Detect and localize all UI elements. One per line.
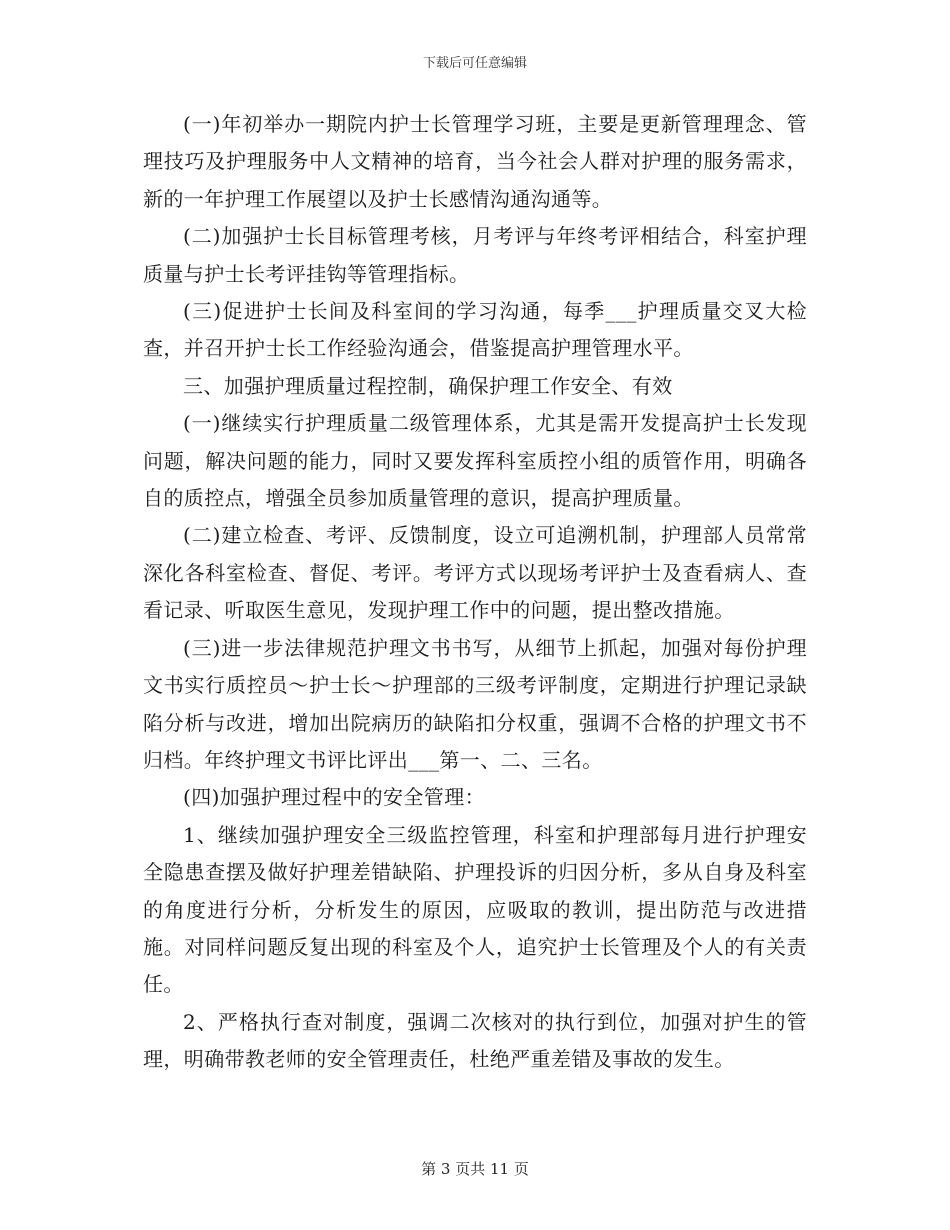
paragraph-6: (二)建立检查、考评、反馈制度，设立可追溯机制，护理部人员常常深化各科室检查、督促、考评。考评方式以现场考评护士及查看病人、查看记录、听取医生意见，发现护理工作中的问题，提出整改措施。 (143, 523, 807, 623)
page-footer: 第 3 页共 11 页 (421, 1160, 529, 1178)
paragraph-8: (四)加强护理过程中的安全管理： (183, 785, 486, 810)
paragraph-2: (二)加强护士长目标管理考核，月考评与年终考评相结合，科室护理质量与护士长考评挂钩等管理指标。 (143, 224, 807, 286)
section-heading: 三、加强护理质量过程控制，确保护理工作安全、有效 (183, 373, 673, 398)
document-body (143, 106, 807, 1079)
paragraph-10: 2、严格执行查对制度，强调二次核对的执行到位，加强对护生的管理，明确带教老师的安全管理责任，杜绝严重差错及事故的发生。 (143, 1009, 807, 1072)
paragraph-5: (一)继续实行护理质量二级管理体系，尤其是需开发提高护士长发现问题，解决问题的能力，同时又要发挥科室质控小组的质管作用，明确各自的质控点，增强全员参加质量管理的意识，提高护理质量。 (143, 411, 807, 511)
paragraph-9: 1、继续加强护理安全三级监控管理，科室和护理部每月进行护理安全隐患查摆及做好护理差错缺陷、护理投诉的归因分析，多从自身及科室的角度进行分析，分析发生的原因，应吸取的教训，提出防范与改进措施。对同样问题反复出现的科室及个人，追究护士长管理及个人的有关责任。 (143, 822, 807, 997)
page-header: 下载后可任意编辑 (422, 56, 527, 71)
paragraph-3: (三)促进护士长间及科室间的学习沟通，每季___护理质量交叉大检查，并召开护士长工作经验沟通会，借鉴提高护理管理水平。 (143, 299, 807, 361)
paragraph-1: (一)年初举办一期院内护士长管理学习班，主要是更新管理理念、管理技巧及护理服务中人文精神的培育，当今社会人群对护理的服务需求，新的一年护理工作展望以及护士长感情沟通沟通等。 (143, 112, 807, 211)
paragraph-7: (三)进一步法律规范护理文书书写，从细节上抓起，加强对每份护理文书实行质控员～护士长～护理部的三级考评制度，定期进行护理记录缺陷分析与改进，增加出院病历的缺陷扣分权重，强调不合格的护理文书不归档。年终护理文书评比评出___第一、二、三名。 (143, 635, 807, 772)
